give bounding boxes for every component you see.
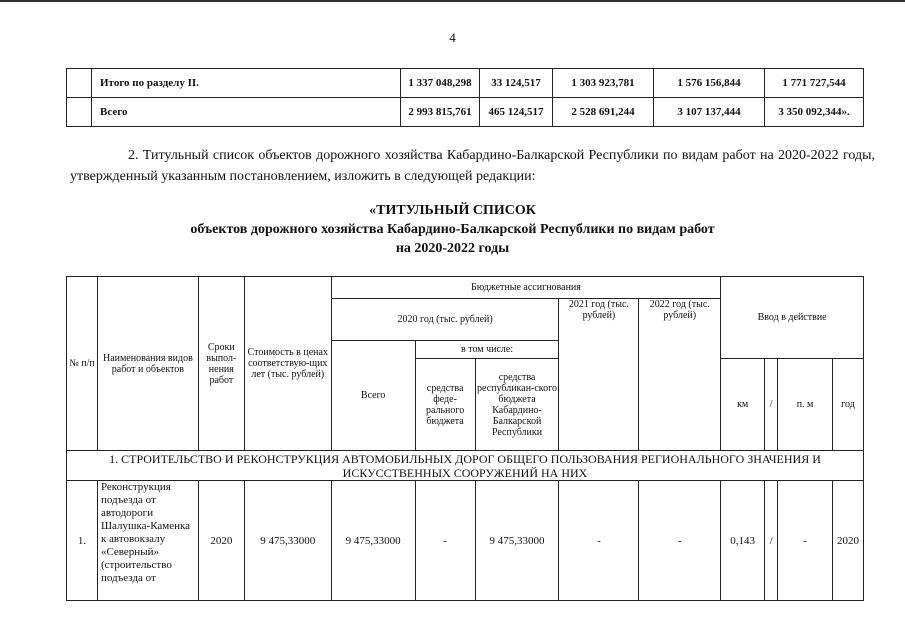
budget-header: Бюджетные ассигнования [331,277,720,299]
summary-label: Всего [92,98,401,127]
slash-header: / [765,359,778,451]
col-name-header: Наименования видов работ и объектов [97,277,198,451]
total-header: Всего [331,341,415,451]
section-title: 1. СТРОИТЕЛЬСТВО И РЕКОНСТРУКЦИЯ АВТОМОБИЛЬНЫХ ДОРОГ ОБЩЕГО ПОЛЬЗОВАНИЯ РЕГИОНАЛЬНОГО ЗНАЧЕНИЯ И ИСКУССТВЕННЫХ СООРУЖЕНИЙ НА НИХ [67,451,864,481]
year-header: год [832,359,863,451]
table-row: Итого по разделу II. 1 337 048,298 33 124,517 1 303 923,781 1 576 156,844 1 771 727,544 [67,69,864,98]
amendment-paragraph: 2. Титульный список объектов дорожного хозяйства Кабардино-Балкарской Республики по видам работ на 2020-2022 годы, утвержденный указанным постановлением, изложить в следующей редакции: [70,148,875,184]
object-name: Реконструкция подъезда от автодороги Шалушка-Каменка к автовокзалу «Северный» (строительство подъезда от [97,481,198,601]
federal-header: средства феде-рального бюджета [415,359,475,451]
year-2020-header: 2020 год (тыс. рублей) [331,299,559,341]
year-2022-header: 2022 год (тыс. рублей) [639,299,721,451]
page-number: 4 [449,30,456,45]
km-header: км [721,359,765,451]
title-list-table [66,276,864,601]
col-terms-header: Сроки выпол-нения работ [198,277,244,451]
document-title: «ТИТУЛЬНЫЙ СПИСОК [369,203,536,218]
document-subtitle: объектов дорожного хозяйства Кабардино-Балкарской Республики по видам работ [190,222,715,237]
top-edge-line [0,0,905,2]
col-cost-header: Стоимость в ценах соответствую-щих лет (тыс. рублей) [244,277,331,451]
summary-table [66,68,864,127]
document-subtitle-years: на 2020-2022 годы [395,241,510,256]
year-2021-header: 2021 год (тыс. рублей) [559,299,639,451]
table-row: Всего 2 993 815,761 465 124,517 2 528 691,244 3 107 137,444 3 350 092,344». [67,98,864,127]
pm-header: п. м [778,359,833,451]
republic-header: средства республикан-ского бюджета Кабардино-Балкарской Республики [475,359,559,451]
commission-header: Ввод в действие [721,277,864,359]
table-row [67,277,864,299]
table-row [67,451,864,481]
including-header: в том числе: [415,341,559,359]
table-row: 1. Реконструкция подъезда от автодороги Шалушка-Каменка к автовокзалу «Северный» (строительство подъезда от 2020 9 475,33000 9 475,33000 - 9 475,33000 - - 0,143 / - 2020 [67,481,864,601]
col-num-header: № п/п [67,277,98,451]
summary-label: Итого по разделу II. [92,69,401,98]
